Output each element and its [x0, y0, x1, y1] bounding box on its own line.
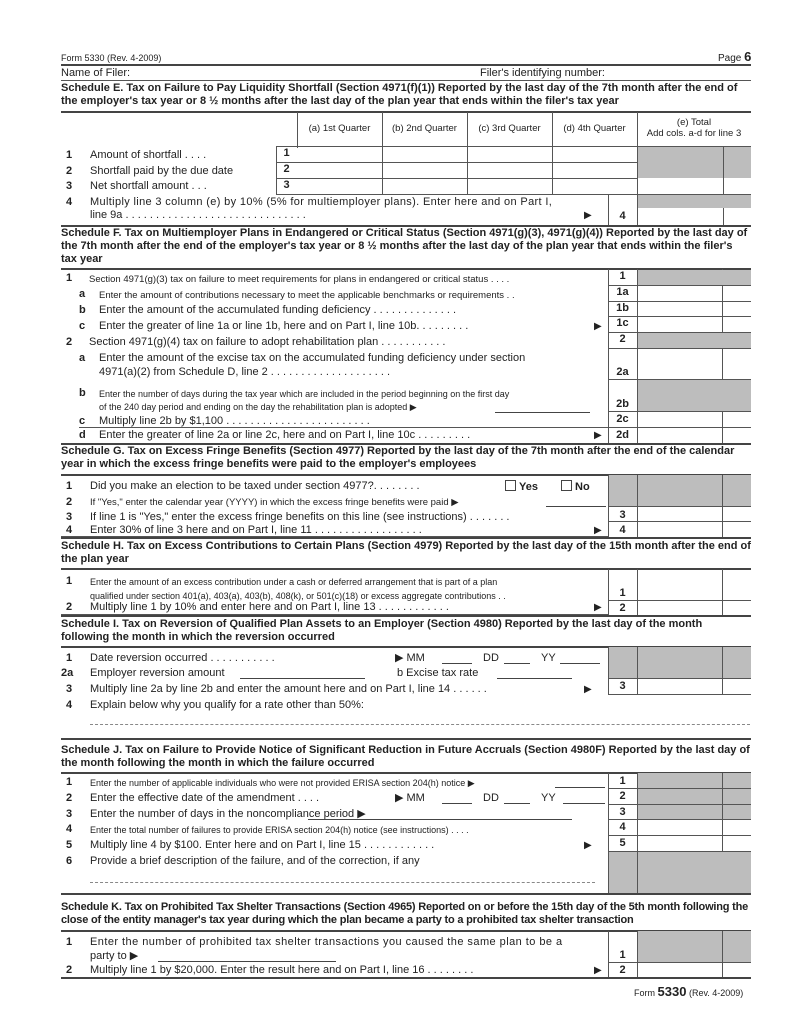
page-word: Page	[718, 53, 742, 64]
rule	[276, 178, 637, 179]
shaded-cell	[638, 195, 751, 208]
arrow-icon: ▶	[594, 965, 602, 976]
f-line2d-amount[interactable]	[638, 428, 722, 443]
line-label: Section 4971(g)(3) tax on failure to meet requirements for plans in endangered or critical status . . . .	[89, 274, 510, 285]
line-box-number: 2	[619, 333, 626, 345]
h-line1-amount[interactable]	[638, 570, 722, 600]
line-label: Multiply line 1 by 10% and enter here and on Part I, line 13 . . . . . . . . . . . .	[90, 601, 449, 613]
shaded-cell	[638, 380, 751, 411]
excise-tax-rate-label: b Excise tax rate	[397, 667, 479, 679]
j-line4-amount[interactable]	[638, 820, 722, 835]
line-box-number: 1b	[616, 302, 629, 314]
date-dd-label: DD	[483, 652, 499, 664]
line-label-cont: line 9a . . . . . . . . . . . . . . . . . . . . . . . . . . . . . .	[90, 209, 306, 221]
rule	[608, 194, 751, 195]
rule	[61, 111, 751, 113]
line-label: Amount of shortfall . . . .	[90, 149, 207, 161]
rule	[61, 738, 751, 740]
line-box-number: 5	[619, 837, 626, 849]
arrow-icon: ▶	[584, 684, 592, 695]
footer-form-number: 5330	[657, 984, 687, 999]
line-label: Enter the number of days in the noncompliance period ▶	[90, 808, 366, 820]
line-label: Enter the greater of line 2a or line 2c, here and on Part I, line 10c . . . . . . . . .	[99, 429, 471, 441]
rule	[608, 788, 751, 789]
line-number: 2	[66, 601, 73, 613]
shaded-cell	[608, 475, 751, 506]
e-line1-col-a[interactable]	[298, 147, 382, 162]
line-label: Multiply line 3 column (e) by 10% (5% for multiemployer plans). Enter here and on Part I,	[90, 196, 553, 208]
line-box-number: 2	[619, 790, 626, 802]
line-label: Shortfall paid by the due date	[90, 165, 234, 177]
line-box-number: 1	[619, 270, 626, 282]
line-number: 4	[66, 699, 73, 711]
line-label: Enter the amount of the excise tax on the accumulated funding deficiency under section	[99, 352, 526, 364]
line-letter: b	[79, 387, 86, 399]
line-number: 3	[66, 683, 73, 695]
line-label: Date reversion occurred . . . . . . . . . . .	[90, 652, 275, 664]
line-number: 5	[66, 839, 73, 851]
e-line1-col-d[interactable]	[553, 147, 637, 162]
schedule-f-title: Schedule F. Tax on Multiemployer Plans in Endangered or Critical Status (Section 4971(g)(3), 4971(g)(4)) Reported by the last day of the 7th month after the end of the employer's tax year or 8 ½ months after the last day of the plan year that ends within the filer's tax year	[61, 227, 748, 265]
line-letter: a	[79, 352, 86, 364]
line-number: 2	[66, 336, 73, 348]
line-box-number: 1a	[616, 286, 629, 298]
date-dd-label: DD	[483, 792, 499, 804]
line-label: Enter the total number of failures to provide ERISA section 204(h) notice (see instructions) . . . .	[90, 825, 469, 835]
line-number: 3	[66, 180, 73, 192]
line-label: If line 1 is "Yes," enter the excess fringe benefits on this line (see instructions) . . . . . . .	[90, 511, 510, 523]
line-box-number: 2	[283, 163, 290, 175]
line-box-number: 1	[619, 775, 626, 787]
f-line1a-amount[interactable]	[638, 286, 722, 301]
line-box-number: 4	[619, 210, 626, 222]
line-letter: a	[79, 288, 86, 300]
shaded-cell	[638, 931, 751, 962]
g-line4-amount[interactable]	[638, 522, 722, 536]
line-label: Section 4971(g)(4) tax on failure to adopt rehabilitation plan . . . . . . . . . . .	[89, 336, 446, 348]
rule	[79, 427, 608, 428]
filer-id-label: Filer's identifying number:	[480, 67, 605, 79]
k-line2-amount[interactable]	[638, 963, 722, 978]
line-number: 2a	[61, 667, 74, 679]
i-date-dd-field[interactable]	[504, 652, 530, 664]
col-e-header-1: (e) Total	[676, 117, 712, 128]
date-mm-label: ▶ MM	[395, 792, 425, 804]
line-box-number: 3	[619, 806, 626, 818]
i-explanation-field[interactable]	[90, 724, 750, 725]
page-number: 6	[744, 49, 752, 64]
rule	[276, 194, 637, 195]
line-number: 1	[66, 652, 73, 664]
line-label: Enter the number of prohibited tax shelter transactions you caused the same plan to be a	[90, 936, 563, 948]
schedule-h-title: Schedule H. Tax on Excess Contributions to Certain Plans (Section 4979) Reported by the last day of the 15th month after the end of the plan year	[61, 540, 751, 565]
f-line1b-amount[interactable]	[638, 302, 722, 316]
line-number: 3	[66, 808, 73, 820]
no-checkbox[interactable]	[561, 480, 572, 491]
rule	[722, 569, 723, 615]
line-box-number: 1	[283, 147, 290, 159]
line-label: Multiply line 1 by $20,000. Enter the result here and on Part I, line 16 . . . . . . . .	[90, 964, 474, 976]
shaded-cell	[638, 333, 751, 348]
line-label: Provide a brief description of the failure, and of the correction, if any	[90, 855, 420, 867]
yes-checkbox[interactable]	[505, 480, 516, 491]
line-label: Net shortfall amount . . .	[90, 180, 207, 192]
line-label-cont: 4971(a)(2) from Schedule D, line 2 . . . . . . . . . . . . . . . . . . . .	[99, 366, 390, 378]
line-label: Enter the greater of line 1a or line 1b, here and on Part I, line 10b. . . . . . . . .	[99, 320, 469, 332]
line-label-cont: qualified under section 401(a), 403(a), 403(b), 408(k), or 501(c)(18) or excess aggregate contributions . .	[90, 591, 506, 601]
schedule-g-title: Schedule G. Tax on Excess Fringe Benefits (Section 4977) Reported by the last day of the 7th month after the end of the calendar year in which the excess fringe benefits were paid to the employer's employees	[61, 445, 735, 470]
form-revision-label: Form 5330 (Rev. 4-2009)	[61, 53, 162, 63]
line-label-cont: of the 240 day period and ending on the day the rehabilitation plan is adopted ▶	[99, 402, 417, 412]
line-number: 1	[66, 936, 73, 948]
line-label: Enter the effective date of the amendment . . . .	[90, 792, 320, 804]
line-letter: c	[79, 320, 86, 332]
line-number: 2	[66, 496, 73, 508]
line-number: 4	[66, 524, 73, 536]
i-line3-amount[interactable]	[638, 679, 722, 694]
line-letter: c	[79, 415, 86, 427]
line-label: Multiply line 2b by $1,100 . . . . . . . . . . . . . . . . . . . . . . . .	[99, 415, 370, 427]
line-number: 2	[66, 165, 73, 177]
name-of-filer-label: Name of Filer:	[61, 67, 131, 79]
j-description-field[interactable]	[90, 882, 595, 883]
rule	[61, 977, 751, 979]
line-label: Enter the number of days during the tax year which are included in the period beginning on the first day	[99, 389, 510, 399]
h-line2-amount[interactable]	[638, 601, 722, 614]
col-d-header: (d) 4th Quarter	[563, 123, 626, 134]
filer-id-field[interactable]	[620, 66, 750, 80]
yes-option[interactable]	[502, 480, 538, 494]
line-label: Multiply line 2a by line 2b and enter the amount here and on Part I, line 14 . . . . . .	[90, 683, 487, 695]
i-date-mm-field[interactable]	[442, 652, 472, 664]
line-box-number: 3	[619, 680, 626, 692]
rule	[608, 804, 751, 805]
rule	[61, 80, 751, 81]
line-number: 4	[66, 196, 73, 208]
rule	[61, 615, 751, 617]
col-c-header: (c) 3rd Quarter	[478, 123, 541, 134]
schedule-i-title: Schedule I. Tax on Reversion of Qualified Plan Assets to an Employer (Section 4980) Reported by the last day of the month following the month in which the reversion occurred	[61, 618, 703, 643]
shaded-cell	[608, 851, 751, 893]
line-number: 2	[66, 964, 73, 976]
date-yy-label: YY	[541, 652, 556, 664]
line-box-number: 2b	[616, 398, 629, 410]
g-line2-year-field[interactable]	[546, 495, 606, 507]
schedule-e-title: Schedule E. Tax on Failure to Pay Liquidity Shortfall (Section 4971(f)(1)) Reported by the last day of the 7th month after the end of the employer's tax year or 8 ½ months after the last day of the plan year that ends within the filer's tax year	[61, 82, 738, 107]
shaded-cell	[608, 647, 751, 678]
f-line2a-amount[interactable]	[638, 349, 722, 379]
arrow-icon: ▶	[594, 602, 602, 613]
line-box-number: 3	[619, 509, 626, 521]
j-line1-field[interactable]	[555, 776, 605, 788]
j-line5-amount[interactable]	[638, 836, 722, 851]
line-number: 2	[66, 792, 73, 804]
footer-revision: (Rev. 4-2009)	[688, 988, 744, 998]
line-label: Enter the number of applicable individuals who were not provided ERISA section 204(h) notice ▶	[90, 778, 475, 788]
line-label: Employer reversion amount	[90, 667, 225, 679]
yes-label: Yes	[519, 481, 538, 493]
line-label: Enter the amount of contributions necessary to meet the applicable benchmarks or requirements . .	[99, 290, 515, 301]
rule	[61, 537, 751, 539]
page-label	[718, 50, 751, 65]
line-box-number: 1	[619, 587, 626, 599]
arrow-icon: ▶	[594, 430, 602, 441]
k-transactions-field[interactable]	[158, 950, 336, 962]
no-label: No	[575, 481, 590, 493]
col-a-header: (a) 1st Quarter	[308, 123, 371, 134]
line-box-number: 1	[619, 949, 626, 961]
arrow-icon: ▶	[584, 840, 592, 851]
schedule-k-title: Schedule K. Tax on Prohibited Tax Shelter Transactions (Section 4965) Reported on or before the 15th day of the 5th month following the close of the entity manager's tax year during which the plan became a party to a prohibited tax shelter transaction	[61, 901, 749, 926]
line-number: 4	[66, 823, 73, 835]
line-number: 1	[66, 480, 73, 492]
f-line2b-days-field[interactable]	[495, 401, 590, 413]
shaded-cell	[638, 773, 751, 819]
line-box-number: 4	[619, 821, 626, 833]
rule	[608, 379, 751, 380]
line-label: If "Yes," enter the calendar year (YYYY) in which the excess fringe benefits were paid ▶	[90, 497, 459, 508]
rule	[61, 893, 751, 895]
line-label: Enter the amount of an excess contribution under a cash or deferred arrangement that is part of a plan	[90, 577, 498, 587]
line-letter: d	[79, 429, 86, 441]
line-number: 1	[66, 149, 73, 161]
line-number: 6	[66, 855, 73, 867]
arrow-icon: ▶	[594, 321, 602, 332]
shaded-cell	[638, 270, 751, 285]
line-box-number: 2	[619, 964, 626, 976]
i-reversion-amount-field[interactable]	[240, 667, 365, 679]
line-box-number: 3	[283, 179, 290, 191]
line-label: Explain below why you qualify for a rate other than 50%:	[90, 699, 364, 711]
line-label: Enter the amount of the accumulated funding deficiency . . . . . . . . . . . . . .	[99, 304, 457, 316]
no-option[interactable]	[558, 480, 590, 494]
schedule-j-title: Schedule J. Tax on Failure to Provide Notice of Significant Reduction in Future Accruals (Section 4980F) Reported by the last day of the month following the month in which the failure occurred	[61, 744, 750, 769]
shaded-cell	[638, 147, 751, 178]
line-number: 1	[66, 776, 73, 788]
line-box-number: 2a	[616, 366, 629, 378]
e-line1-col-b[interactable]	[383, 147, 467, 162]
arrow-icon: ▶	[584, 210, 592, 221]
i-date-yy-field[interactable]	[560, 652, 600, 664]
j-date-dd-field[interactable]	[504, 792, 530, 804]
line-label: Multiply line 4 by $100. Enter here and on Part I, line 15 . . . . . . . . . . . .	[90, 839, 435, 851]
i-excise-rate-field[interactable]	[497, 667, 572, 679]
rule	[722, 269, 723, 444]
e-line4-amount[interactable]	[638, 209, 723, 224]
arrow-icon: ▶	[594, 525, 602, 536]
line-number: 1	[66, 575, 73, 587]
line-number: 3	[66, 511, 73, 523]
footer-form-word: Form	[634, 988, 655, 998]
line-box-number: 2	[619, 602, 626, 614]
line-label: Did you make an election to be taxed under section 4977?. . . . . . . .	[90, 480, 420, 492]
e-line3-col-e[interactable]	[638, 179, 723, 194]
line-box-number: 2d	[616, 429, 629, 441]
j-date-mm-field[interactable]	[442, 792, 472, 804]
line-label-cont: party to ▶	[90, 950, 139, 962]
line-letter: b	[79, 304, 86, 316]
rule	[276, 162, 637, 163]
footer-form-label	[634, 985, 743, 1000]
rule	[608, 851, 751, 852]
line-box-number: 1c	[616, 317, 629, 329]
rule	[722, 647, 723, 694]
rule	[722, 931, 723, 978]
rule	[723, 147, 724, 225]
date-yy-label: YY	[541, 792, 556, 804]
line-box-number: 4	[619, 524, 626, 536]
col-e-header-2: Add cols. a-d for line 3	[646, 128, 742, 139]
line-number: 1	[66, 272, 73, 284]
date-mm-label: ▶ MM	[395, 652, 425, 664]
col-b-header: (b) 2nd Quarter	[392, 123, 457, 134]
j-date-yy-field[interactable]	[563, 792, 605, 804]
name-of-filer-field[interactable]	[140, 66, 470, 80]
line-label: Enter 30% of line 3 here and on Part I, line 11 . . . . . . . . . . . . . . . . . .	[90, 524, 422, 536]
rule	[608, 694, 751, 695]
g-line3-amount[interactable]	[638, 507, 722, 521]
j-line3-days-field[interactable]	[308, 808, 572, 820]
f-line2c-amount[interactable]	[638, 412, 722, 427]
f-line1c-amount[interactable]	[638, 317, 722, 332]
rule	[722, 773, 723, 851]
line-box-number: 2c	[616, 413, 629, 425]
e-line1-col-c[interactable]	[468, 147, 552, 162]
